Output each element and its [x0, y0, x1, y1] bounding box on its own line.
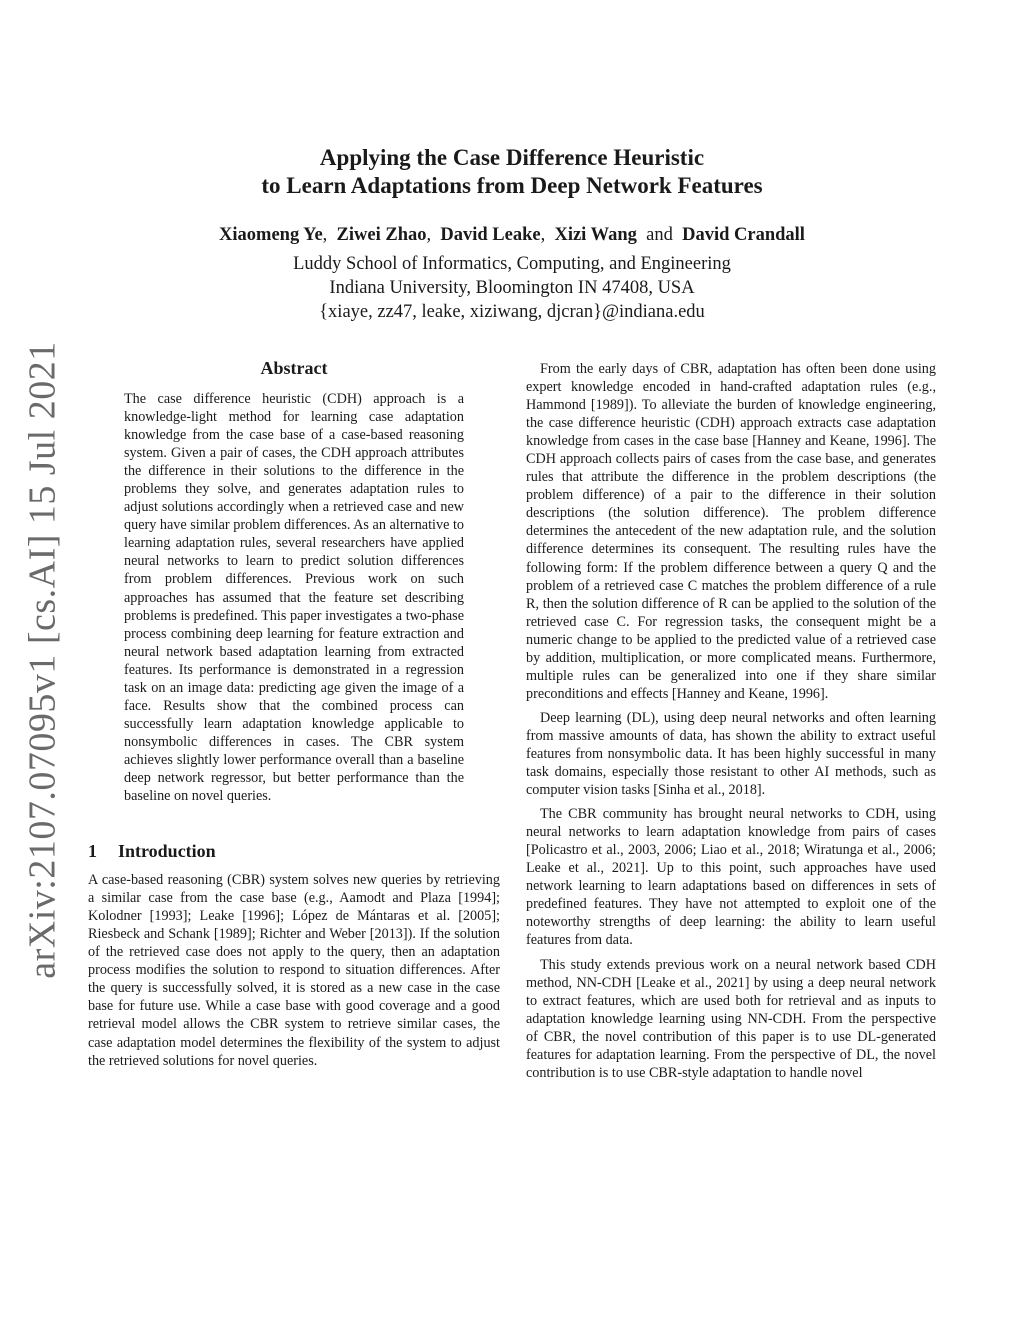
affiliation-university: Indiana University, Bloomington IN 47408, USA [329, 278, 695, 298]
author-name: Xizi Wang [554, 225, 637, 245]
author-separator: , [426, 225, 432, 245]
arxiv-sidebar-stamp [16, 341, 70, 979]
abstract-heading: Abstract [260, 358, 328, 378]
body-paragraph: From the early days of CBR, adaptation has often been done using expert knowledge encoded in hand-crafted adaptation rules (e.g., Hammond [1989]). To alleviate the burden of knowledge engineering, the case difference heuristic (CDH) approach extracts case adaptation knowledge from cases in the case base [Hanney and Keane, 1996]. The CDH approach collects pairs of cases from the case base, and generates rules that attribute the difference in the problem descriptions (the problem difference) of a pair to the difference in their solution descriptions (the solution difference). The problem difference determines the antecedent of the new adaptation rule, and the solution difference determines its consequent. The resulting rules have the following form: If the problem difference between a query Q and the problem of a retrieved case C matches the problem difference of a rule R, then the solution difference of R can be applied to the solution of the retrieved case C. For regression tasks, the consequent might be a numeric change to be applied to the predicted value of a retrieved case by addition, multiplication, or more complicated means. Furthermore, multiple rules can be generalized into one if they share similar preconditions and effects [Hanney and Keane, 1996]. [526, 361, 936, 702]
author-list [150, 222, 874, 248]
section-title: Introduction [118, 841, 216, 862]
right-column [526, 360, 936, 1082]
body-paragraph: This study extends previous work on a neural network based CDH method, NN-CDH [Leake et al., 2021] by using a deep neural network to extract features, which are used both for retrieval and as inputs to adaptation knowledge learning using NN-CDH. From the perspective of CBR, the novel contribution of this paper is to use DL-generated features for adaptation learning. From the perspective of DL, the novel contribution is to use CBR-style adaptation to handle novel [526, 956, 936, 1081]
author-conjunction: and [646, 225, 673, 245]
author-separator: , [540, 225, 546, 245]
title-line-1: Applying the Case Difference Heuristic [319, 145, 705, 170]
paper-title [150, 144, 874, 200]
author-name: David Crandall [682, 225, 805, 245]
author-separator: , [322, 225, 328, 245]
intro-paragraph: A case-based reasoning (CBR) system solves new queries by retrieving a similar case from the case base (e.g., Aamodt and Plaza [1994]; Kolodner [1993]; Leake [1996]; López de Mántaras et al. [2005]; Riesbeck and Schank [1989]; Richter and Weber [2013]). If the solution of the retrieved case does not apply to the query, then an adaptation process modifies the solution to respond to situation differences. After the query is successfully solved, it is stored as a new case in the case base for future use. While a case base with good coverage and a good retrieval model allows the CBR system to retrieve similar cases, the case adaptation model determines the flexibility of the system to adjust the retrieved solutions for novel queries. [88, 872, 500, 1069]
arxiv-id[interactable]: arXiv:2107.07095v1 [cs.AI] 15 Jul 2021 [22, 341, 65, 979]
author-name: David Leake [440, 225, 541, 245]
title-line-2: to Learn Adaptations from Deep Network Features [261, 173, 763, 198]
affiliation-school: Luddy School of Informatics, Computing, and Engineering [293, 254, 731, 274]
section-heading-introduction [88, 839, 500, 863]
body-paragraph: Deep learning (DL), using deep neural networks and often learning from massive amounts of data, has shown the ability to extract useful features from nonsymbolic data. It has been highly successful in many task domains, especially those resistant to other AI methods, such as computer vision tasks [Sinha et al., 2018]. [526, 709, 936, 799]
author-name: Xiaomeng Ye [219, 225, 323, 245]
author-name: Ziwei Zhao [336, 225, 427, 245]
affiliation-block [150, 252, 874, 324]
left-column [88, 356, 500, 1070]
author-emails[interactable]: {xiaye, zz47, leake, xiziwang, djcran}@indiana.edu [319, 302, 705, 322]
body-paragraph: The CBR community has brought neural networks to CDH, using neural networks to learn adaptation knowledge from pairs of cases [Policastro et al., 2003, 2006; Liao et al., 2018; Wiratunga et al., 2006; Leake et al., 2021]. Up to this point, such approaches have used network learning to learn adaptations based on differences in sets of predefined features. They have not attempted to exploit one of the noteworthy strengths of deep learning: the ability to learn useful features from data. [526, 806, 936, 949]
abstract-text: The case difference heuristic (CDH) approach is a knowledge-light method for learning case adaptation knowledge from the case base of a case-based reasoning system. Given a pair of cases, the CDH approach attributes the difference in their solutions to the difference in the problems they solve, and generates adaptation rules to adjust solutions accordingly when a retrieved case and new query have similar problem differences. As an alternative to learning adaptation rules, several researchers have applied neural networks to learn to predict solution differences from problem differences. Previous work on such approaches has assumed that the feature set describing problems is predefined. This paper investigates a two-phase process combining deep learning for feature extraction and neural network based adaptation learning from extracted features. Its performance is demonstrated in a regression task on an image data: predicting age given the image of a face. Results show that the combined process can successfully learn adaptation knowledge applicable to nonsymbolic differences in cases. The CBR system achieves slightly lower performance overall than a baseline deep network regressor, but better performance than the baseline on novel queries. [124, 391, 464, 805]
section-number: 1 [88, 841, 97, 862]
